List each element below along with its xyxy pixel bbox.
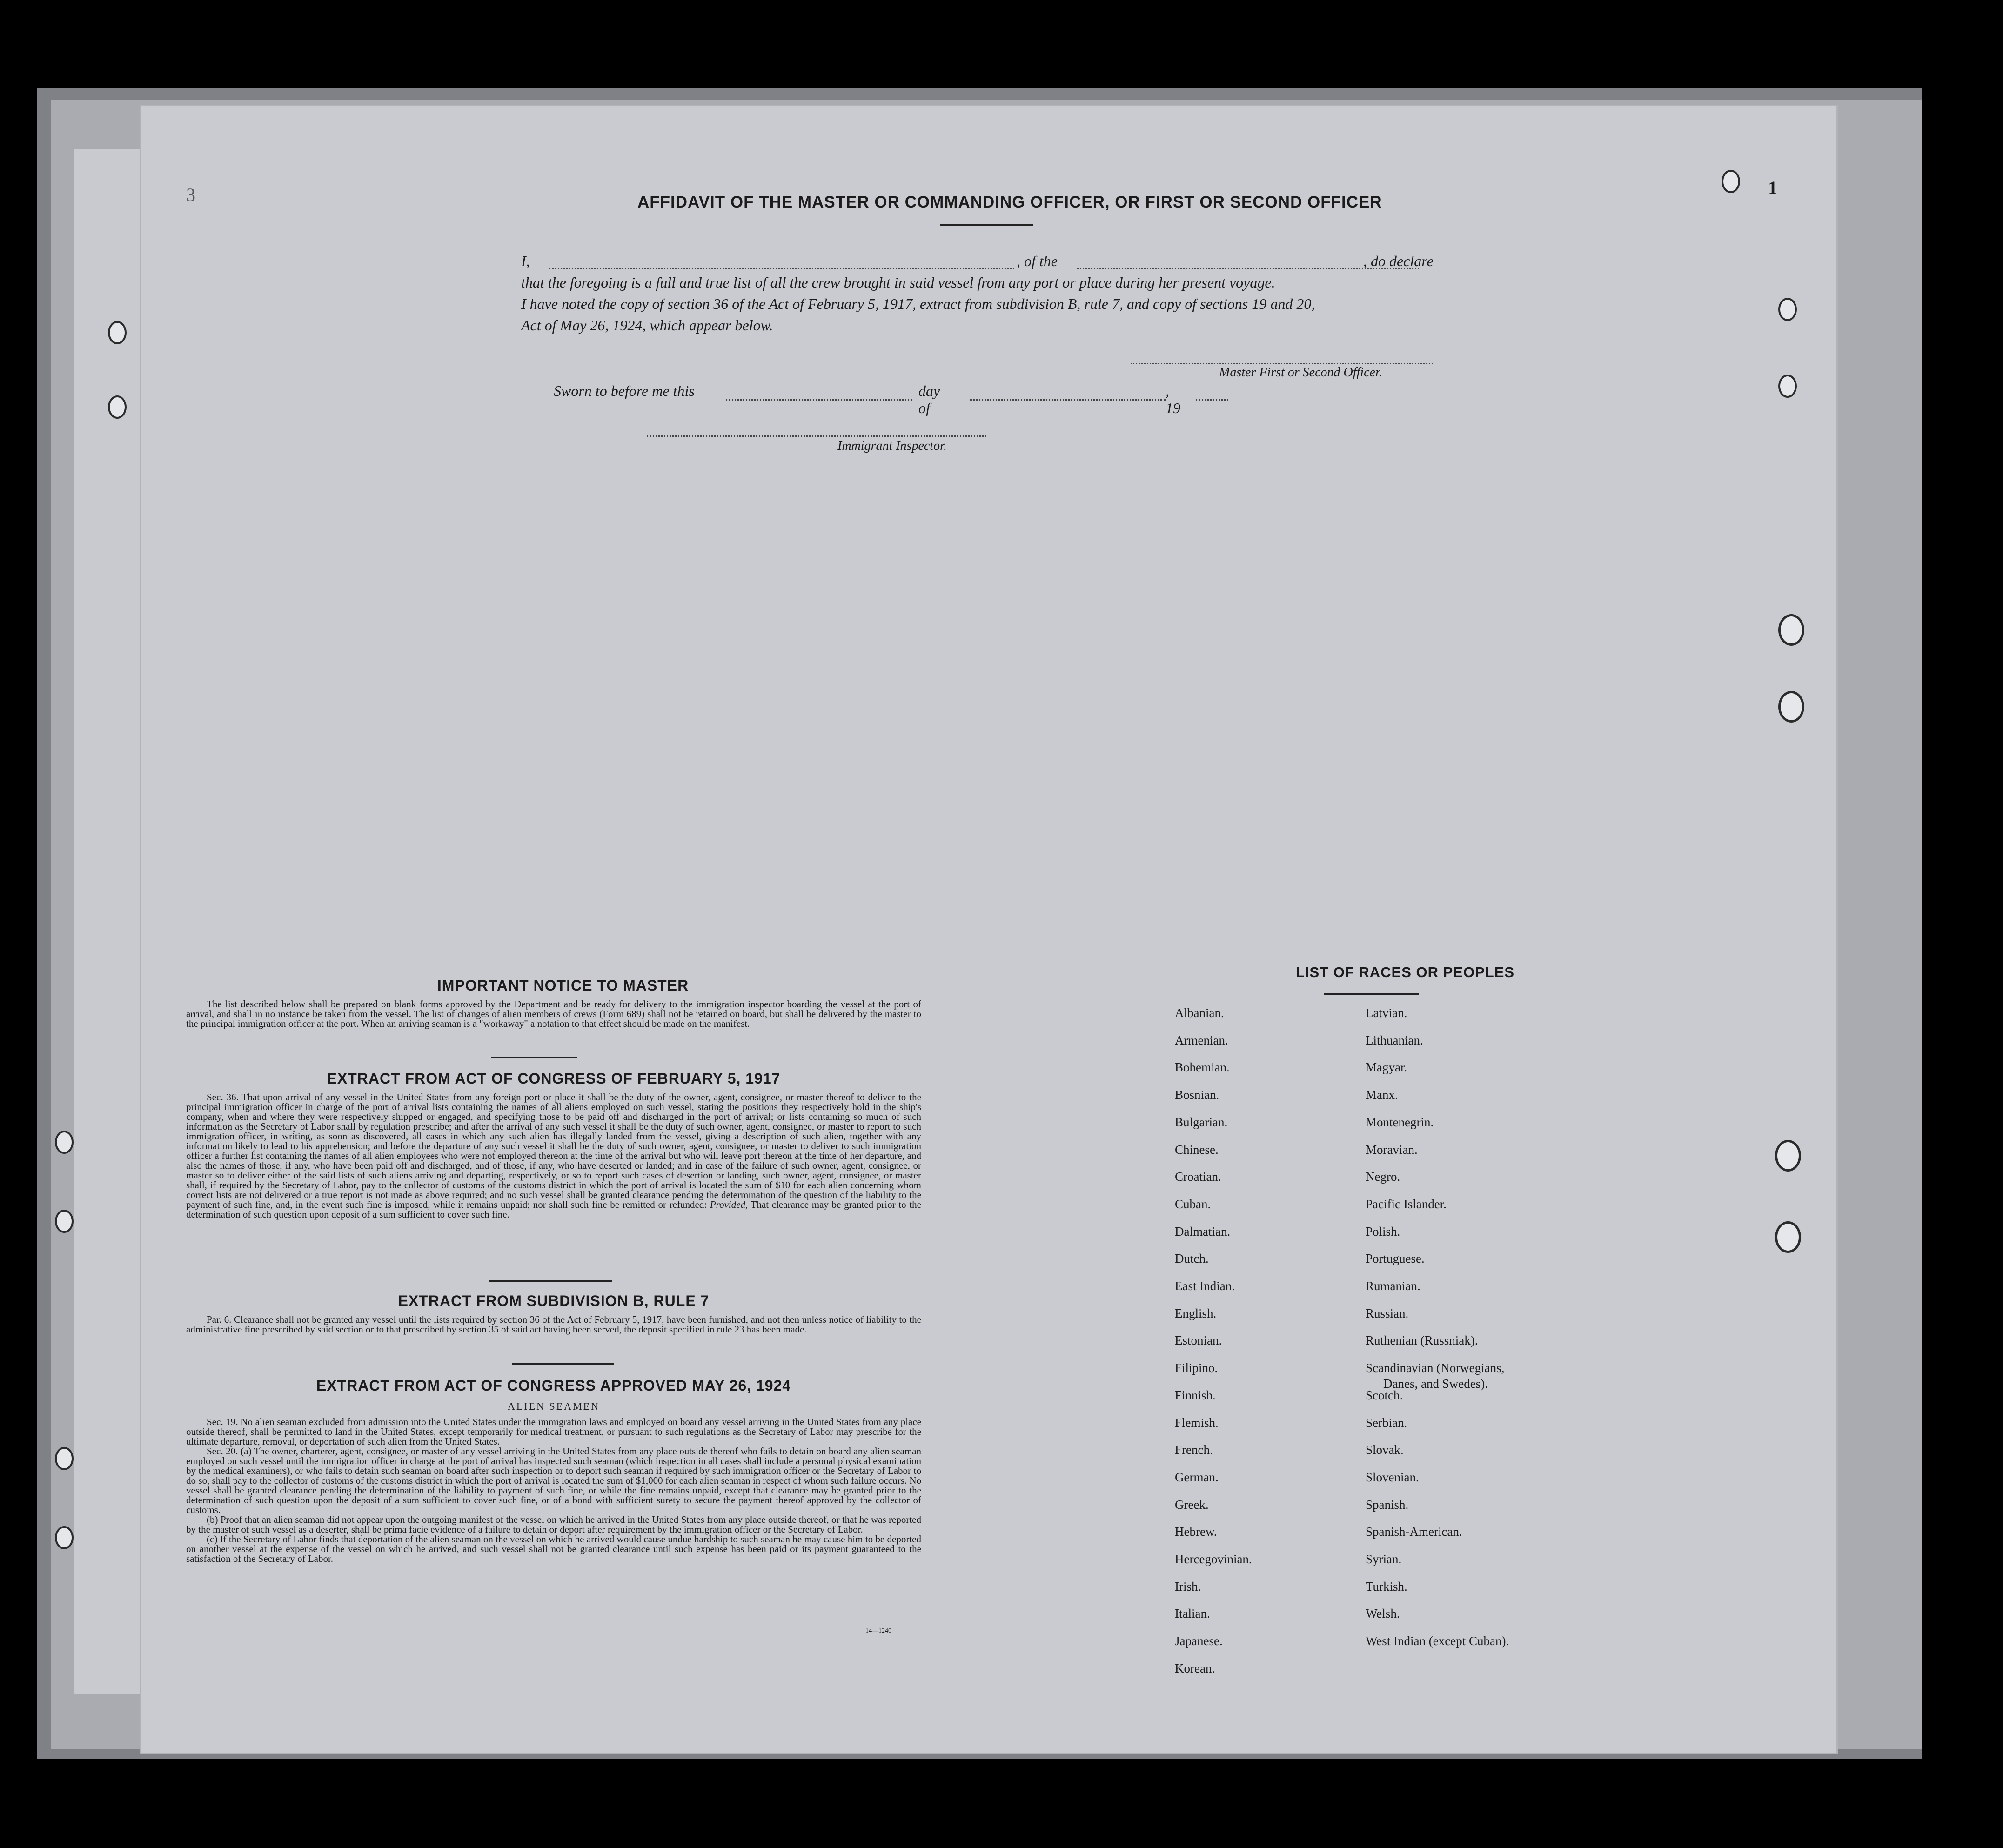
race-item: Hebrew. — [1175, 1525, 1217, 1539]
punch-hole — [1722, 170, 1740, 193]
section-text: That upon arrival of any vessel in the United States from any foreign port or place it shall be the duty of the owner, agent, consignee, or master thereof to deliver to the principal immigration officer in charge of the port of arrival lists containing the names of all aliens employed on such vessel, stating the positions they respectively hold in the ship's company, when and where they were respectively shipped or engaged, and specifying those to be paid off and discharged in the port of arrival; or lists containing so much of such information as the Secretary of Labor shall by regulation prescribe; and after the arrival of any such vessel it shall be the duty of such owner, agent, consignee, or master to report to such immigration officer, in writing, as soon as discovered, all cases in which any such alien has illegally landed from the vessel, giving a description of such alien, together with any information likely to lead to his apprehension; and before the departure of any such vessel it shall be the duty of such owner, agent, consignee, or master to deliver to such immigration officer a further list containing the names of all alien employees who were not employed thereon at the time of the arrival but who will leave port thereon at the time of her departure, and also the names of those, if any, who have been paid off and discharged, and of those, if any, who have deserted or landed; and in case of the failure of such owner, agent, consignee, or master so to deliver either of the said lists of such aliens arriving and departing, respectively, or so to report such cases of desertion or landing, such owner, agent, consignee, or master shall, if required by the Secretary of Labor, pay to the collector of customs of the customs district in which the port of arrival is located the sum of $10 for each alien concerning whom correct lists are not delivered or a true report is not made as above required; and no such vessel shall be granted clearance pending the determination of the question of the liability to the payment of such fine, and, in the event such fine is imposed, while it remains unpaid; nor shall such fine be remitted or refunded: — [186, 1091, 921, 1210]
race-item: Spanish-American. — [1366, 1525, 1462, 1539]
race-item: Spanish. — [1366, 1498, 1409, 1512]
race-item: Ruthenian (Russniak). — [1366, 1333, 1478, 1347]
race-item: Irish. — [1175, 1580, 1201, 1594]
inspector-label: Immigrant Inspector. — [837, 439, 947, 453]
race-item: Greek. — [1175, 1498, 1209, 1512]
race-item: Finnish. — [1175, 1388, 1216, 1402]
affidavit-do-declare: , do declare — [1363, 253, 1434, 269]
section-20c: (c) If the Secretary of Labor finds that deportation of the alien seaman on the vessel on which he arrived would cause undue hardship to such seaman he may cause him to be deported on another vessel at the expense of the vessel on which he arrived, and such vessel shall not be granted clearance until such expense has been paid or its payment guaranteed to the satisfaction of the Secretary of Labor. — [186, 1533, 921, 1564]
divider — [512, 1363, 614, 1365]
extract-rule7-title: EXTRACT FROM SUBDIVISION B, RULE 7 — [398, 1292, 710, 1309]
race-item: Chinese. — [1175, 1143, 1219, 1157]
race-item: French. — [1175, 1443, 1213, 1457]
punch-hole — [55, 1210, 74, 1233]
race-item: Rumanian. — [1366, 1279, 1420, 1293]
affidavit-body — [521, 272, 1456, 336]
extract-1917-title: EXTRACT FROM ACT OF CONGRESS OF FEBRUARY 5, 1917 — [327, 1070, 781, 1087]
page-number: 1 — [1768, 177, 1777, 198]
race-item: Slovenian. — [1366, 1470, 1419, 1484]
affidavit-title: AFFIDAVIT OF THE MASTER OR COMMANDING OFFICER, OR FIRST OR SECOND OFFICER — [637, 193, 1382, 211]
punch-hole — [1778, 375, 1797, 398]
race-item: Dutch. — [1175, 1252, 1209, 1265]
corner-mark: 3 — [186, 184, 195, 205]
affidavit-body-line: I have noted the copy of section 36 of the Act of February 5, 1917, extract from subdivision B, rule 7, and copy of sections 19 and 20, — [521, 295, 1315, 312]
race-item: Croatian. — [1175, 1170, 1221, 1184]
race-item: Negro. — [1366, 1170, 1400, 1184]
punch-hole — [1778, 691, 1804, 723]
proviso-label: Provided, — [710, 1199, 748, 1210]
race-item: English. — [1175, 1306, 1217, 1320]
race-item: Korean. — [1175, 1661, 1215, 1675]
affidavit-body-line: that the foregoing is a full and true list of all the crew brought in said vessel from any port or place during her present voyage. — [521, 274, 1275, 291]
race-item: Armenian. — [1175, 1033, 1228, 1047]
punch-hole — [55, 1447, 74, 1470]
notice-text: The list described below shall be prepared on blank forms approved by the Department and be ready for delivery to the immigration inspector boarding the vessel at the port of arrival, and shall in no instance be taken from the vessel. The list of changes of alien members of crews (Form 689) shall not be retained on board, but shall be delivered by the master to the principal immigration officer at the port. When an arriving seaman is a "workaway" a notation to that effect should be made on the manifest. — [186, 998, 921, 1029]
affidavit-declaration-line — [521, 250, 1456, 272]
race-item: Dalmatian. — [1175, 1225, 1231, 1239]
divider — [940, 224, 1033, 226]
race-item: Scandinavian (Norwegians, — [1366, 1361, 1505, 1375]
race-item: West Indian (except Cuban). — [1366, 1634, 1509, 1648]
sworn-line — [554, 382, 1180, 416]
extract-1924-subtitle: ALIEN SEAMEN — [508, 1400, 600, 1412]
race-item: Lithuanian. — [1366, 1033, 1423, 1047]
race-item: Moravian. — [1366, 1143, 1418, 1157]
race-item: Polish. — [1366, 1225, 1400, 1239]
month-blank — [970, 399, 1166, 401]
race-item: Russian. — [1366, 1306, 1409, 1320]
inspector-blank — [647, 435, 986, 437]
race-item: Latvian. — [1366, 1006, 1407, 1020]
race-item: Estonian. — [1175, 1333, 1222, 1347]
race-item: East Indian. — [1175, 1279, 1235, 1293]
race-item: Welsh. — [1366, 1607, 1400, 1620]
race-item: Bulgarian. — [1175, 1115, 1228, 1129]
punch-hole — [1778, 614, 1804, 646]
race-item: Italian. — [1175, 1607, 1210, 1620]
race-item: Bosnian. — [1175, 1088, 1219, 1102]
race-item: Cuban. — [1175, 1197, 1211, 1211]
sworn-day-of: day of — [918, 382, 940, 416]
section-20a: Sec. 20. (a) The owner, charterer, agent, consignee, or master of any vessel arriving in the United States from any place outside thereof who fails to detain on board any alien seaman employed on such vessel until the immigration officer in charge at the port of arrival has inspected such seaman (which inspection in all cases shall include a personal physical examination by the medical examiners), or who fails to detain such seaman on board after such inspection or to deport such seaman if required by such immigration officer or the Secretary of Labor to do so, shall pay to the collector of customs of the customs district in which the port of arrival is located the sum of $1,000 for each alien seaman in respect of whom such failure occurs. No vessel shall be granted clearance pending the determination of the liability to payment of such fine, or while the fine remains unpaid, except that clearance may be granted prior to the determination of such question upon the deposit of a sum sufficient to cover such fine, or of a bond with sufficient surety to secure the payment thereof approved by the collector of customs. — [186, 1446, 921, 1515]
race-item: Filipino. — [1175, 1361, 1218, 1375]
section-label: Sec. 36. — [207, 1091, 239, 1103]
race-item: Japanese. — [1175, 1634, 1223, 1648]
divider — [489, 1280, 612, 1282]
affidavit-i: I, — [521, 253, 530, 269]
race-item: Manx. — [1366, 1088, 1398, 1102]
punch-hole — [1775, 1221, 1801, 1253]
punch-hole — [55, 1131, 74, 1154]
notice-title: IMPORTANT NOTICE TO MASTER — [437, 977, 689, 994]
affidavit-body-line: Act of May 26, 1924, which appear below. — [521, 317, 773, 334]
race-item: Hercegovinian. — [1175, 1552, 1252, 1566]
race-item: Bohemian. — [1175, 1060, 1230, 1074]
race-item: Syrian. — [1366, 1552, 1402, 1566]
extract-1924-text — [186, 1417, 921, 1564]
extract-1924-title: EXTRACT FROM ACT OF CONGRESS APPROVED MAY 26, 1924 — [316, 1377, 791, 1394]
punch-hole — [108, 395, 127, 419]
race-item: Danes, and Swedes). — [1383, 1377, 1488, 1391]
divider — [1324, 993, 1419, 995]
signature-blank — [1131, 363, 1433, 364]
punch-hole — [108, 321, 127, 344]
divider — [491, 1057, 577, 1058]
punch-hole — [1778, 298, 1797, 321]
year-blank — [1196, 399, 1228, 401]
proviso-text: That clearance may be granted prior to the determination of such question upon deposit of a sum sufficient to cover such fine. — [186, 1199, 922, 1220]
races-title: LIST OF RACES OR PEOPLES — [1295, 964, 1515, 980]
extract-rule7-text: Par. 6. Clearance shall not be granted any vessel until the lists required by section 36 of the Act of February 5, 1917, have been furnished, and not then unless notice of liability to the administrative fine prescribed by said section or to that prescribed by section 35 of said act having been served, the deposit specified in rule 23 has been made. — [186, 1314, 921, 1335]
section-19: Sec. 19. No alien seaman excluded from admission into the United States under the immigration laws and employed on board any vessel arriving in the United States from any place outside thereof, shall be permitted to land in the United States, except temporarily for medical treatment, or pursuant to such regulations as the Secretary of Labor may prescribe for the ultimate departure, removal, or deportation of such alien from the United States. — [186, 1416, 921, 1447]
race-item: German. — [1175, 1470, 1219, 1484]
race-item: Albanian. — [1175, 1006, 1224, 1020]
sworn-year: , 19 — [1166, 382, 1180, 416]
race-item: Turkish. — [1366, 1580, 1407, 1594]
form-number: 14—1240 — [865, 1627, 891, 1634]
race-item: Magyar. — [1366, 1060, 1407, 1074]
punch-hole — [1775, 1140, 1801, 1172]
punch-hole — [55, 1526, 74, 1549]
race-item: Scotch. — [1366, 1388, 1403, 1402]
name-blank — [549, 268, 1014, 269]
race-item: Serbian. — [1366, 1416, 1407, 1430]
race-item: Flemish. — [1175, 1416, 1219, 1430]
race-item: Pacific Islander. — [1366, 1197, 1447, 1211]
day-blank — [726, 399, 912, 401]
signature-label: Master First or Second Officer. — [1219, 365, 1382, 380]
race-item: Slovak. — [1366, 1443, 1404, 1457]
race-item: Portuguese. — [1366, 1252, 1425, 1265]
race-item: Montenegrin. — [1366, 1115, 1434, 1129]
affidavit-of-the: , of the — [1017, 253, 1058, 269]
section-20b: (b) Proof that an alien seaman did not appear upon the outgoing manifest of the vessel on which he arrived in the United States from any place outside thereof, or that he was reported by the master of such vessel as a deserter, shall be prima facie evidence of a failure to detain or deport after requirement by the immigration officer or the Secretary of Labor. — [186, 1514, 921, 1535]
sworn-start: Sworn to before me this — [554, 382, 695, 399]
extract-1917-text — [186, 1092, 921, 1219]
